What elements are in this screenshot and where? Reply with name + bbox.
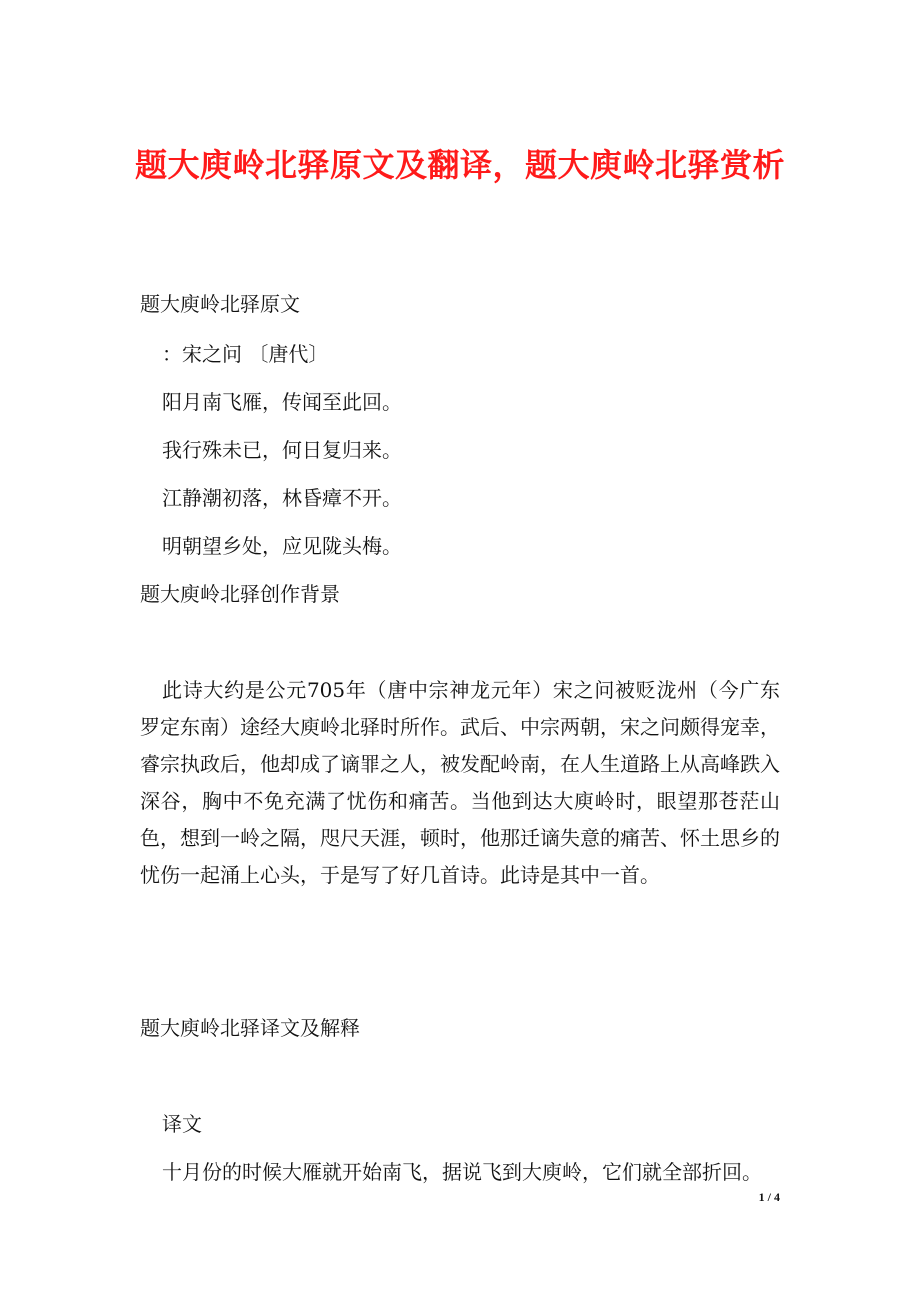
section-heading-translation: 题大庾岭北驿译文及解释 xyxy=(140,1016,360,1040)
poem-line: 明朝望乡处，应见陇头梅。 xyxy=(162,534,402,558)
background-paragraph: 此诗大约是公元705年（唐中宗神龙元年）宋之问被贬泷州（今广东罗定东南）途经大庾岭北驿时所作。武后、中宗两朝，宋之问颇得宠幸，睿宗执政后，他却成了谪罪之人，被发配岭南，在人生道路上从高峰跌入深谷，胸中不免充满了忧伤和痛苦。当他到达大庾岭时，眼望那苍茫山色，想到一岭之隔，咫尺天涯，顿时，他那迁谪失意的痛苦、怀土思乡的忧伤一起涌上心头，于是写了好几首诗。此诗是其中一首。 xyxy=(140,678,780,887)
section-heading-background: 题大庾岭北驿创作背景 xyxy=(140,582,340,606)
translation-line: 十月份的时候大雁就开始南飞，据说飞到大庾岭，它们就全部折回。 xyxy=(162,1160,762,1184)
poem-line: 江静潮初落，林昏瘴不开。 xyxy=(162,486,402,510)
poem-line: 阳月南飞雁，传闻至此回。 xyxy=(162,390,402,414)
author-line: ：宋之问 〔唐代〕 xyxy=(162,342,329,366)
section-heading-original: 题大庾岭北驿原文 xyxy=(140,292,300,316)
page-number: 1 / 4 xyxy=(758,1190,780,1204)
poem-line: 我行殊未已，何日复归来。 xyxy=(162,438,402,462)
translation-label: 译文 xyxy=(162,1112,202,1136)
page-title: 题大庾岭北驿原文及翻译，题大庾岭北驿赏析 xyxy=(134,146,785,184)
